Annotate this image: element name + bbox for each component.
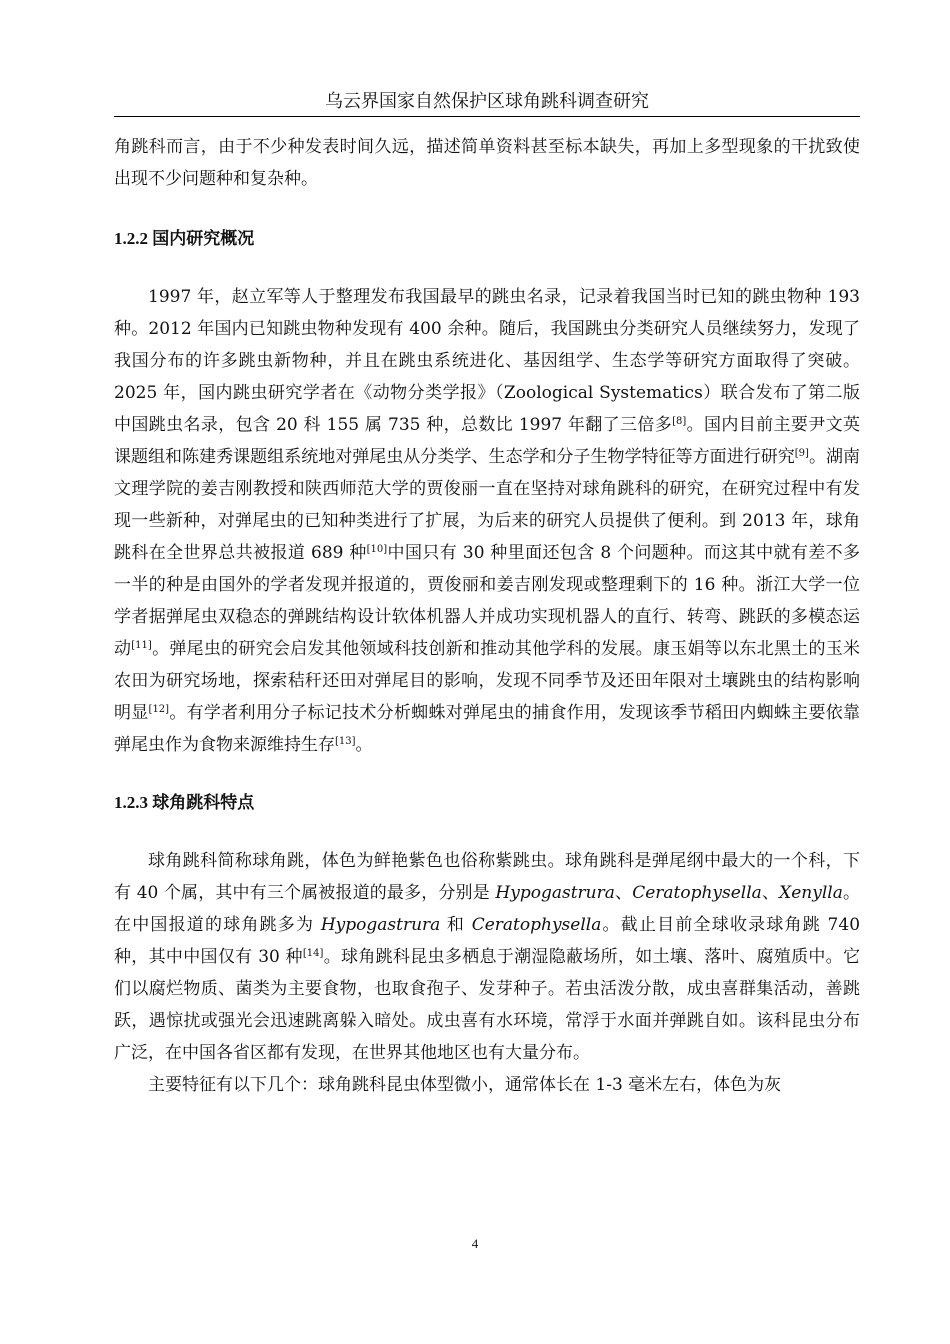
section-heading-1-2-3: 1.2.3 球角跳科特点 — [114, 793, 255, 812]
header-rule — [114, 116, 860, 117]
text-run: 1997 年，赵立军等人于整理发布我国最早的跳虫名录，记录着我国当时已知的跳虫物种 193 种。2012 年国内已知跳虫物种发现有 400 余种。随后，我国跳虫分类研究人员继续努力，发现了我国分布的许多跳虫新物种，并且在跳虫系统进化、基因组学、生态学等研究方面取得了突破。2025 年，国内跳虫研究学者在《动物分类学报》（Zoological Systematics）联合发布了第二版中国跳虫名录，包含 20 科 155 属 735 种，总数比 1997 年翻了三倍多 — [114, 287, 860, 435]
paragraph-main-characteristics: 主要特征有以下几个：球角跳科昆虫体型微小，通常体长在 1-3 毫米左右，体色为灰 — [148, 1075, 782, 1095]
text-run: 。国内目前主要尹文英课题组和陈建秀课题组系统地对弹尾虫从分类学、生态学和分子生物学特征等方面进行研究 — [114, 415, 860, 467]
text-run: 和 — [440, 915, 472, 935]
text-run: 球角跳科简称球角跳，体色为鲜艳紫色也俗称紫跳虫。球角跳科是弹尾纲中最大的一个科，下有 40 个属，其中有三个属被报道的最多，分别是 — [114, 851, 860, 903]
citation-14: [14] — [302, 948, 324, 959]
text-run: 。湖南文理学院的姜吉刚教授和陕西师范大学的贾俊丽一直在坚持对球角跳科的研究，在研究过程中有发现一些新种，对弹尾虫的已知种类进行了扩展，为后来的研究人员提供了便利。到 2013 年，球角跳科在全世界总共被报道 689 种 — [114, 447, 861, 563]
citation-10: [10] — [366, 544, 388, 555]
genus-name: Xenylla — [779, 883, 843, 903]
text-run: 。有学者利用分子标记技术分析蜘蛛对弹尾虫的捕食作用，发现该季节稻田内蜘蛛主要依靠弹尾虫作为食物来源维持生存 — [114, 703, 860, 755]
citation-12: [12] — [148, 704, 170, 715]
citation-13: [13] — [335, 736, 356, 747]
running-header: 乌云界国家自然保护区球角跳科调查研究 — [325, 91, 649, 112]
section-heading-1-2-2: 1.2.2 国内研究概况 — [114, 229, 255, 248]
text-run: 。弹尾虫的研究会启发其他领域科技创新和推动其他学科的发展。康玉娟等以东北黑土的玉米农田为研究场地，探索秸秆还田对弹尾目的影响，发现不同季节及还田年限对土壤跳虫的结构影响明显 — [114, 639, 861, 723]
genus-name: Ceratophysella — [471, 915, 602, 935]
text-run: 。球角跳科昆虫多栖息于潮湿隐蔽场所，如土壤、落叶、腐殖质中。它们以腐烂物质、菌类为主要食物，也取食孢子、发芽种子。若虫活泼分散，成虫喜群集活动，善跳跃，遇惊扰或强光会迅速跳离躲入暗处。成虫喜有水环境，常浮于水面并弹跳自如。该科昆虫分布广泛，在中国各省区都有发现，在世界其他地区也有大量分布。 — [114, 947, 860, 1063]
text-run: 、 — [761, 883, 780, 903]
paragraph-family-features — [114, 845, 860, 1069]
text-run: 中国只有 30 种里面还包含 8 个问题种。而这其中就有差不多一半的种是由国外的学者发现并报道的，贾俊丽和姜吉刚发现或整理剩下的 16 种。浙江大学一位学者据弹尾虫双稳态的弹跳结构设计软体机器人并成功实现机器人的直行、转弯、跳跃的多模态运动 — [114, 543, 860, 659]
document-body — [114, 131, 860, 1101]
citation-9: [9] — [794, 448, 809, 459]
genus-name: Hypogastrura — [320, 915, 441, 935]
text-run: 、 — [614, 883, 633, 903]
text-run: 。 — [355, 735, 373, 755]
citation-8: [8] — [672, 416, 687, 427]
citation-11: [11] — [131, 640, 152, 651]
page-number: 4 — [471, 1236, 479, 1251]
paragraph-continued: 角跳科而言，由于不少种发表时间久远，描述简单资料甚至标本缺失，再加上多型现象的干扰致使出现不少问题种和复杂种。 — [114, 137, 860, 189]
text-run: 。在中国报道的球角跳多为 — [114, 883, 861, 935]
genus-name: Ceratophysella — [632, 883, 762, 903]
text-run: 。截止目前全球收录球角跳 740 种，其中中国仅有 30 种 — [114, 915, 861, 967]
genus-name: Hypogastrura — [495, 883, 615, 903]
paragraph-domestic-research — [114, 281, 860, 761]
